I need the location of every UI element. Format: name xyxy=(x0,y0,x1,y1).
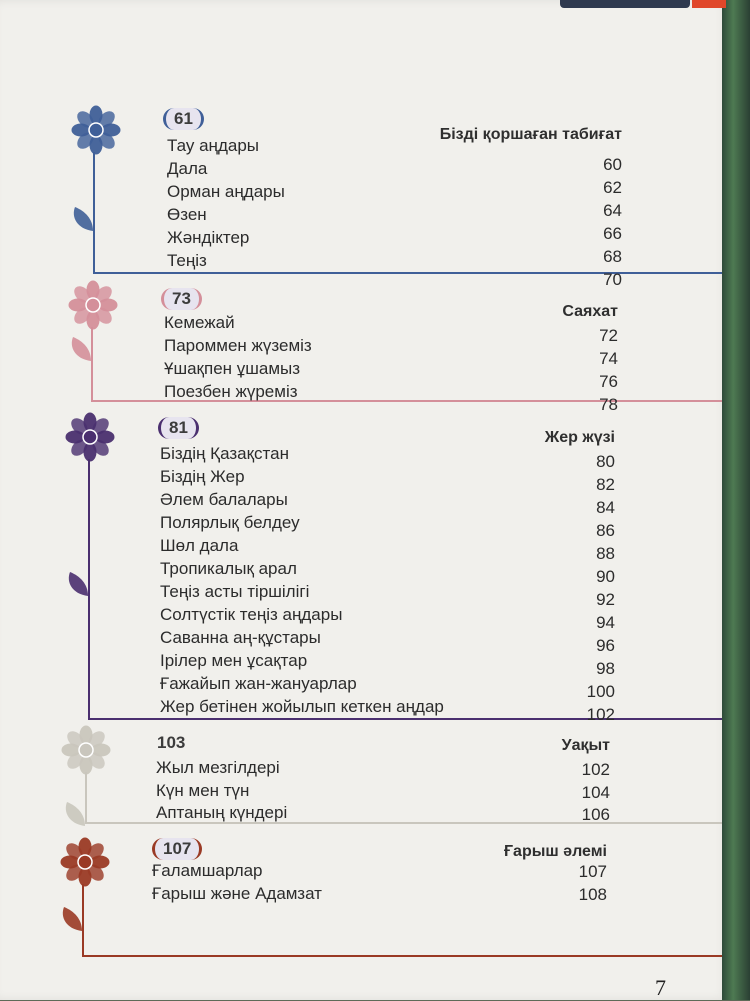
section-flower-icon xyxy=(60,407,120,472)
flower-icon xyxy=(66,100,126,160)
toc-entry-label[interactable]: Жәндіктер xyxy=(167,228,250,247)
toc-entry-label[interactable]: Полярлық белдеу xyxy=(160,513,300,532)
toc-entry-page[interactable]: 64 xyxy=(603,201,622,220)
leaf-icon xyxy=(69,335,93,363)
section-title[interactable]: Жер жүзі xyxy=(544,429,615,446)
toc-entry-label[interactable]: Ғаламшарлар xyxy=(152,861,263,880)
section-title[interactable]: Бізді қоршаған табиғат xyxy=(439,126,622,143)
toc-entry-page[interactable]: 70 xyxy=(603,270,622,289)
toc-entry-page[interactable]: 80 xyxy=(596,452,615,471)
leaf-icon xyxy=(71,205,95,233)
section-start-page: 73 xyxy=(161,288,202,310)
section-leaf xyxy=(66,570,90,603)
toc-entry-page[interactable]: 94 xyxy=(596,613,615,632)
toc-entry-label[interactable]: Ғажайып жан-жануарлар xyxy=(160,674,357,693)
section-leaf xyxy=(60,905,84,938)
section-flower-icon xyxy=(66,100,126,165)
toc-entry-page[interactable]: 76 xyxy=(599,372,618,391)
section-title[interactable]: Саяхат xyxy=(562,303,618,320)
toc-entry-label[interactable]: Кемежай xyxy=(164,313,235,332)
toc-entry-page[interactable]: 98 xyxy=(596,659,615,678)
toc-entry-page[interactable]: 90 xyxy=(596,567,615,586)
toc-entry-label[interactable]: Аптаның күндері xyxy=(156,803,288,822)
toc-entry-page[interactable]: 106 xyxy=(581,805,610,824)
section-start-page: 103 xyxy=(157,733,186,752)
toc-entry-page[interactable]: 107 xyxy=(578,862,607,881)
section-leaf xyxy=(71,205,95,238)
toc-entry-label[interactable]: Теңіз асты тіршілігі xyxy=(160,582,310,601)
header-tab xyxy=(560,0,690,8)
toc-entry-label[interactable]: Саванна аң-құстары xyxy=(160,628,321,647)
toc-entry-page[interactable]: 102 xyxy=(586,705,615,724)
section-flower-icon xyxy=(55,832,115,897)
flower-icon xyxy=(55,832,115,892)
toc-entry-page[interactable]: 86 xyxy=(596,521,615,540)
section-divider xyxy=(82,955,722,957)
toc-entry-label[interactable]: Дала xyxy=(167,159,208,178)
toc-entry-page[interactable]: 60 xyxy=(603,155,622,174)
toc-entry-page[interactable]: 108 xyxy=(578,885,607,904)
leaf-icon xyxy=(60,905,84,933)
section-start-page: 107 xyxy=(152,838,202,860)
toc-entry-page[interactable]: 92 xyxy=(596,590,615,609)
section-title[interactable]: Уақыт xyxy=(561,737,610,754)
toc-entry-page[interactable]: 84 xyxy=(596,498,615,517)
toc-entry-page[interactable]: 102 xyxy=(581,760,610,779)
toc-entry-label[interactable]: Жер бетінен жойылып кеткен аңдар xyxy=(160,697,444,716)
header-tab-accent xyxy=(692,0,726,8)
toc-entry-label[interactable]: Әлем балалары xyxy=(160,490,288,509)
section-leaf xyxy=(63,800,87,833)
toc-entry-label[interactable]: Тау аңдары xyxy=(167,136,259,155)
toc-entry-page[interactable]: 74 xyxy=(599,349,618,368)
page-number: 7 xyxy=(655,975,666,1000)
leaf-icon xyxy=(66,570,90,598)
toc-entry-page[interactable]: 88 xyxy=(596,544,615,563)
toc-entry-page[interactable]: 100 xyxy=(586,682,615,701)
section-divider xyxy=(88,718,722,720)
toc-entry-label[interactable]: Тропикалық арал xyxy=(160,559,297,578)
toc-entry-label[interactable]: Өзен xyxy=(167,205,207,224)
toc-entry-label[interactable]: Жыл мезгілдері xyxy=(156,758,280,777)
section-flower-icon xyxy=(63,275,123,340)
leaf-icon xyxy=(63,800,87,828)
flower-icon xyxy=(63,275,123,335)
section-divider xyxy=(93,272,722,274)
toc-entry-label[interactable]: Орман аңдары xyxy=(167,182,285,201)
toc-entry-label[interactable]: Біздің Қазақстан xyxy=(160,444,289,463)
toc-entry-page[interactable]: 68 xyxy=(603,247,622,266)
toc-entry-page[interactable]: 78 xyxy=(599,395,618,414)
book-edge xyxy=(722,0,750,1000)
toc-entry-page[interactable]: 82 xyxy=(596,475,615,494)
toc-entry-label[interactable]: Күн мен түн xyxy=(156,780,250,800)
toc-entry-label[interactable]: Ірілер мен ұсақтар xyxy=(160,651,308,670)
toc-entry-label[interactable]: Ұшақпен ұшамыз xyxy=(164,359,301,378)
toc-entry-page[interactable]: 62 xyxy=(603,178,622,197)
section-start-page: 61 xyxy=(163,108,204,130)
toc-entry-page[interactable]: 66 xyxy=(603,224,622,243)
flower-icon xyxy=(56,720,116,780)
toc-entry-label[interactable]: Солтүстік теңіз аңдары xyxy=(160,605,343,624)
section-start-page: 81 xyxy=(158,417,199,439)
toc-entry-page[interactable]: 104 xyxy=(581,782,610,802)
toc-entry-label[interactable]: Біздің Жер xyxy=(160,467,245,486)
toc-entry-page[interactable]: 96 xyxy=(596,636,615,655)
toc-entry-label[interactable]: Теңіз xyxy=(167,251,207,270)
section-title[interactable]: Ғарыш әлемі xyxy=(503,843,607,860)
toc-entry-label[interactable]: Поезбен жүреміз xyxy=(164,382,298,401)
section-leaf xyxy=(69,335,93,368)
toc-entry-label[interactable]: Шөл дала xyxy=(160,536,239,555)
toc-entry-label[interactable]: Пароммен жүземіз xyxy=(164,336,312,355)
toc-entry-label[interactable]: Ғарыш және Адамзат xyxy=(152,884,322,903)
toc-entry-page[interactable]: 72 xyxy=(599,326,618,345)
flower-icon xyxy=(60,407,120,467)
